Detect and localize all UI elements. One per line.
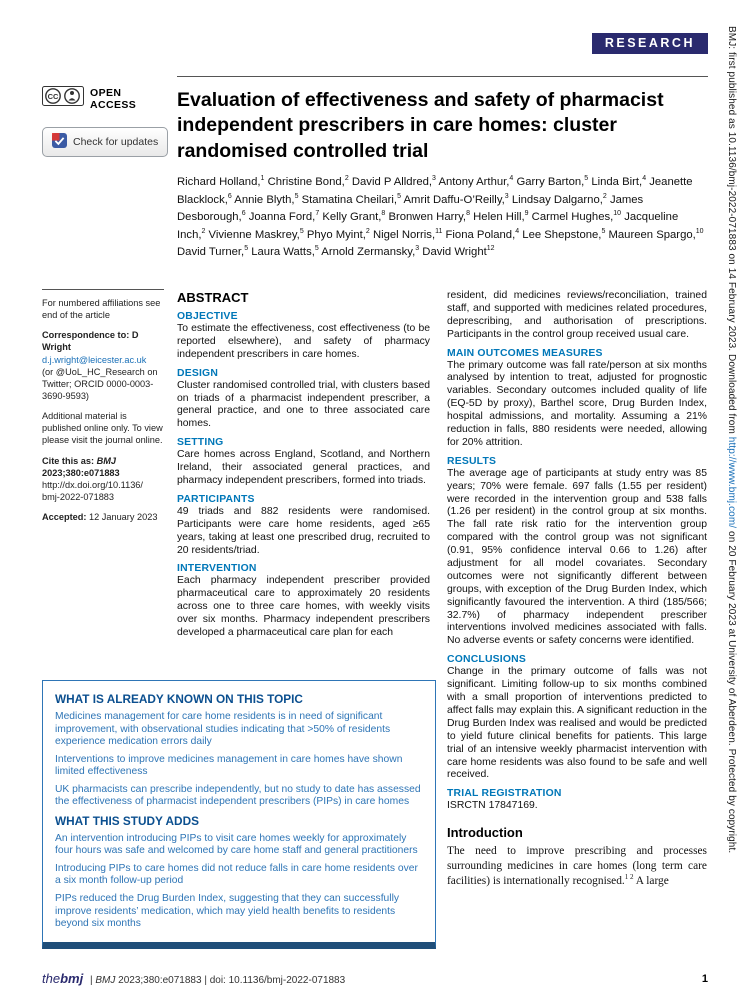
author-name: Maureen Spargo,$^{10}$ <box>608 227 704 241</box>
abstract-setting-heading: SETTING <box>177 437 224 449</box>
side-copyright-post: on 20 February 2023 at University of Aberdeen. Protected by copyright. <box>726 528 737 854</box>
abstract-trial-registration-text: ISRCTN 17847169. <box>447 800 538 812</box>
author-name: Christine Bond,$^2$ <box>267 175 349 189</box>
cite-doi-link-2[interactable]: bmj-2022-071883 <box>42 491 115 502</box>
author-name: Arnold Zermansky,$^3$ <box>321 245 420 259</box>
what-this-study-adds-item: PIPs reduced the Drug Burden Index, suggesting that they can successfully improve residents’ medication, which may yield health benefits to residents beyond six months <box>55 893 400 930</box>
author-name: David Wright$^{12}$ <box>422 245 495 259</box>
thebmj-logo: thebmj <box>42 971 84 986</box>
author-name: Kelly Grant,$^8$ <box>322 210 386 224</box>
abstract-outcomes-heading: MAIN OUTCOMES MEASURES <box>447 347 603 359</box>
open-access-label: OPEN ACCESS <box>90 86 137 111</box>
author-name: James Desborough,$^6$ <box>177 193 644 224</box>
author-name: Jacqueline Inch,$^2$ <box>177 211 679 241</box>
open-access-badge <box>42 86 170 111</box>
what-this-study-adds-heading: WHAT THIS STUDY ADDS <box>55 813 199 828</box>
abstract-column <box>177 290 430 640</box>
crossmark-icon <box>52 133 67 151</box>
abstract-intervention-text: Each pharmacy independent prescriber provided pharmaceutical care to approximately 20 residents across one to three care homes, with weekly visits over six months. Pharmacy independent prescribers developed a pharmaceutical care plan for each <box>177 575 430 639</box>
introduction-text: The need to improve prescribing and processes surrounding medicines in care homes (long term care facilities) is internationally recognised.$^{1 2}$ A large <box>447 845 707 887</box>
what-is-known-item: Interventions to improve medicines management in care homes have shown limited effectiveness <box>55 753 403 778</box>
author-name: Amrit Daffu-O’Reilly,$^3$ <box>403 192 509 206</box>
page-number: 1 <box>701 973 708 985</box>
abstract-intervention-heading: INTERVENTION <box>177 563 257 575</box>
footer-citation: | BMJ 2023;380:e071883 | doi: 10.1136/bmj-2022-071883 <box>87 975 346 986</box>
author-name: Phyo Myint,$^2$ <box>306 227 370 241</box>
abstract-participants-text: 49 triads and 882 residents were randomised. Participants were care home residents, aged ≥65 years, taking at least one prescribed drug, recruited to 20 residents/triad. <box>177 505 430 556</box>
author-name: Carmel Hughes,$^{10}$ <box>531 210 622 224</box>
what-is-known-item: UK pharmacists can prescribe independently, but no study to date has assessed the effectiveness of pharmacist independent prescribers (PIPs) in care homes <box>55 783 421 808</box>
cite-note <box>42 455 164 504</box>
author-name: David P Alldred,$^3$ <box>351 175 436 189</box>
title-block <box>177 76 708 262</box>
abstract-objective-text: To estimate the effectiveness, cost effectiveness (to be reported elsewhere), and safety of pharmacy independent prescribers in care homes. <box>177 323 430 360</box>
abstract-results-heading: RESULTS <box>447 455 497 467</box>
cite-doi-link[interactable]: http://dx.doi.org/10.1136/ <box>42 479 143 490</box>
abstract-setting-text: Care homes across England, Scotland, and Northern Ireland, their associated general practices, and pharmacy independent prescribers, formed into triads. <box>177 449 430 487</box>
author-name: Stamatina Cheilari,$^5$ <box>301 192 401 206</box>
svg-text:CC: CC <box>47 92 59 101</box>
introduction-heading: Introduction <box>447 825 523 841</box>
author-name: Annie Blyth,$^5$ <box>234 192 299 206</box>
side-copyright-text <box>726 26 737 853</box>
bmj-url-link[interactable]: http://www.bmj.com/ <box>726 436 737 529</box>
abstract-outcomes-text: The primary outcome was fall rate/person at six months analysed by intention to treat, adjusted for prognostic variables. Secondary outcomes included quality of life (EQ-5D by proxy), Barthel score, Drug Burden Index, hospital admissions, and mortality. Assuming a 21% reduction in falls, 880 residents were needed, allowing for 20% attrition. <box>447 359 707 448</box>
author-name: Fiona Poland,$^4$ <box>445 227 520 241</box>
cc-by-icon <box>42 86 84 111</box>
abstract-heading: ABSTRACT <box>177 290 249 305</box>
correspondence-email-link[interactable]: d.j.wright@leicester.ac.uk <box>42 354 147 365</box>
badge-column <box>42 86 170 157</box>
correspondence-extra: (or @UoL_HC_Research on Twitter; ORCID 0000-0003-3690-9593) <box>42 366 158 401</box>
author-name: David Turner,$^5$ <box>177 245 249 259</box>
author-name: Helen Hill,$^9$ <box>473 210 529 224</box>
what-this-study-adds-item: An intervention introducing PIPs to visit care homes weekly for approximately four hours was safe and welcomed by care home staff and general practitioners <box>55 832 418 857</box>
what-this-study-adds-item: Introducing PIPs to care homes did not reduce falls in care home residents over a six month follow-up period <box>55 862 418 887</box>
right-column <box>447 290 707 889</box>
abstract-conclusions-heading: CONCLUSIONS <box>447 654 526 666</box>
key-messages-box <box>42 680 436 949</box>
author-list <box>177 174 708 262</box>
abstract-intervention-continuation: resident, did medicines reviews/reconciliation, trained staff, and supported with medicines related procedures, deprescribing, and authorisation of prescriptions. Participants in the control group received usual care. <box>447 290 707 340</box>
abstract-design-heading: DESIGN <box>177 367 219 379</box>
author-name: Lindsay Dalgarno,$^2$ <box>511 192 607 206</box>
abstract-participants-heading: PARTICIPANTS <box>177 493 255 505</box>
author-name: Vivienne Maskrey,$^5$ <box>208 227 304 241</box>
author-name: Lee Shepstone,$^5$ <box>522 227 606 241</box>
abstract-objective-heading: OBJECTIVE <box>177 311 238 322</box>
what-is-known-item: Medicines management for care home residents is in need of significant improvement, with observational studies indicating that >50% of residents experience medication errors daily <box>55 711 391 748</box>
check-for-updates-button[interactable] <box>42 127 168 157</box>
additional-material-note: Additional material is published online only. To view please visit the journal online. <box>42 411 163 446</box>
abstract-trial-registration-heading: TRIAL REGISTRATION <box>447 788 562 800</box>
side-copyright-strip <box>710 0 750 1000</box>
affiliations-note: For numbered affiliations see end of the article <box>42 298 161 321</box>
side-copyright-pre: BMJ: first published as 10.1136/bmj-2022-071883 on 14 February 2023. Downloaded from <box>726 26 737 437</box>
what-is-known-heading: WHAT IS ALREADY KNOWN ON THIS TOPIC <box>55 692 303 706</box>
research-banner: RESEARCH <box>592 33 708 54</box>
correspondence-note <box>42 329 164 402</box>
abstract-design-text: Cluster randomised controlled trial, with clusters based on triads of a pharmacist independent prescriber, a general practice, and one to three associated care homes. <box>177 379 430 430</box>
author-name: Jeanette Blacklock,$^6$ <box>177 176 693 206</box>
author-name: Garry Barton,$^5$ <box>516 175 589 189</box>
abstract-conclusions-text: Change in the primary outcome of falls was not significant. Limiting follow-up to six months combined with a small proportion of interventions predicted to affect falls may explain this. A significant reduction in the Drug Burden Index was realised and would be predicted to yield future clinical benefits for patients. This large trial of an intensive weekly pharmacist intervention with care home residents was also found to be safe and well received. <box>447 666 707 781</box>
accepted-label: Accepted: <box>42 512 89 523</box>
article-title: Evaluation of effectiveness and safety of pharmacist independent prescribers in care homes: cluster randomised controlled trial <box>177 89 664 162</box>
correspondence-label: Correspondence to: D Wright <box>42 330 139 353</box>
accepted-date: 12 January 2023 <box>88 512 158 523</box>
accepted-note <box>42 511 164 523</box>
author-name: Laura Watts,$^5$ <box>251 245 319 259</box>
author-name: Antony Arthur,$^4$ <box>438 175 514 189</box>
cite-label: Cite this as: <box>42 455 97 466</box>
author-name: Bronwen Harry,$^8$ <box>388 210 470 224</box>
abstract-results-text: The average age of participants at study entry was 85 years; 70% were female. 697 falls (1.55 per resident) were recorded in the intervention group and 538 falls (1.26 per resident) in the control group at six months. The fall rate risk ratio for the intervention group compared with the control group was not significant (0.91, 95% confidence interval 0.66 to 1.26) after adjustment for all model covariates. Secondary outcomes were not significantly different between groups, with exception of the Drug Burden Index, which significantly favoured the intervention. A third (185/566; 32.7%) of pharmacy independent prescriber interventions involved medicines associated with falls. No adverse events or safety concerns were identified. <box>447 467 707 647</box>
author-name: Richard Holland,$^1$ <box>177 175 265 189</box>
author-name: Linda Birt,$^4$ <box>591 175 647 189</box>
introduction-refs[interactable]: 1 2 <box>624 873 634 882</box>
author-name: Joanna Ford,$^7$ <box>248 210 320 224</box>
cite-rest: 2023;380:e071883 <box>42 467 120 478</box>
author-name: Nigel Norris,$^{11}$ <box>372 227 443 241</box>
article-notes-column <box>42 289 164 531</box>
page-footer <box>42 971 708 986</box>
cite-journal: BMJ <box>96 455 117 466</box>
check-for-updates-label: Check for updates <box>73 136 159 148</box>
